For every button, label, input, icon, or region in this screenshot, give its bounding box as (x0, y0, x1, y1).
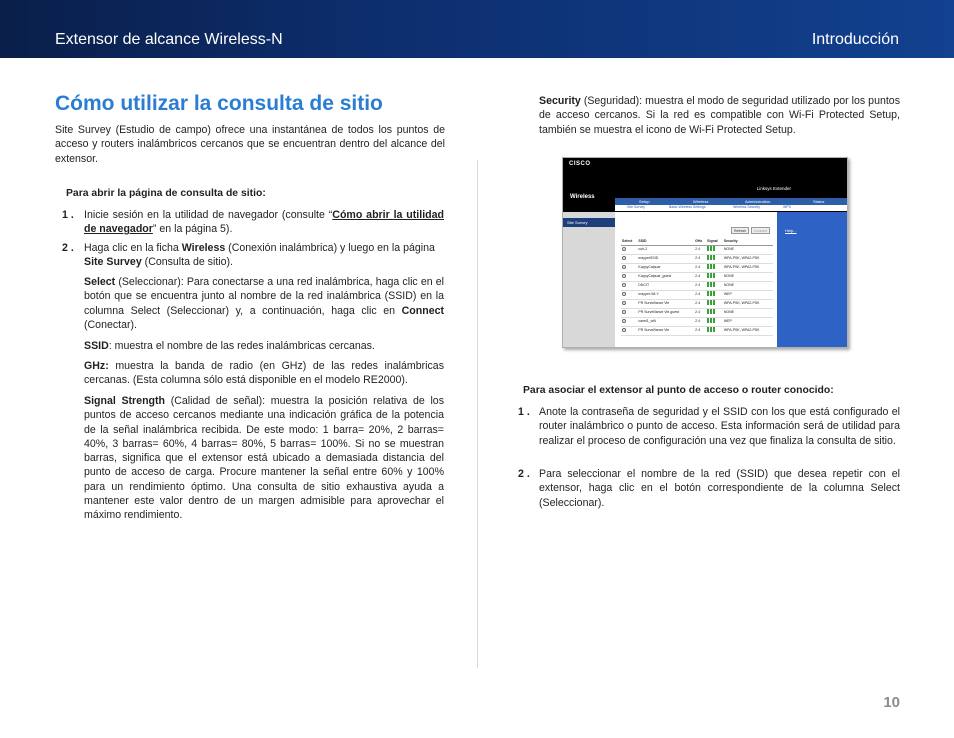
row-security: WPA-PSK, WPA2-PSK (723, 254, 773, 263)
row-select[interactable] (621, 299, 637, 308)
router-tab-wireless[interactable]: Wireless (693, 199, 709, 204)
signal-term: Signal Strength (84, 395, 166, 407)
ssid-description (84, 339, 444, 353)
col-ghz: GHz (694, 239, 706, 245)
row-security: WEP (723, 290, 773, 299)
signal-bars-icon (707, 255, 715, 260)
row-signal (706, 317, 723, 326)
connect-button[interactable]: Connect (751, 227, 770, 234)
row-ssid: PR Surveillance Vie (637, 326, 694, 335)
row-select[interactable] (621, 272, 637, 281)
row-ghz: 2.4 (694, 290, 706, 299)
ghz-text: muestra la banda de radio (en GHz) de las redes inalámbricas cercanas. (Esta columna sólo está disponible en el modelo RE2000). (84, 360, 444, 387)
signal-bars-icon (707, 291, 715, 296)
table-row (621, 317, 773, 326)
row-ghz: 2.4 (694, 308, 706, 317)
step-2-text (84, 241, 444, 270)
column-divider (477, 160, 478, 668)
row-select[interactable] (621, 326, 637, 335)
row-security: WPA-PSK, WPA2-PSK (723, 299, 773, 308)
router-nav-title: Wireless (570, 194, 595, 200)
associate-heading: Para asociar el extensor al punto de acceso o router conocido: (523, 385, 834, 396)
select-radio[interactable] (622, 328, 626, 332)
select-radio[interactable] (622, 283, 626, 287)
row-security: WEP (723, 317, 773, 326)
select-radio[interactable] (622, 292, 626, 296)
router-sidebar (563, 212, 615, 348)
router-tab-administration[interactable]: Administration (745, 199, 771, 204)
table-row (621, 245, 773, 254)
select-radio[interactable] (622, 319, 626, 323)
router-model: Linksys Extender (756, 186, 791, 191)
row-select[interactable] (621, 317, 637, 326)
page-title: Cómo utilizar la consulta de sitio (55, 92, 383, 115)
step-1-text (84, 208, 444, 237)
router-nav (563, 186, 848, 212)
select-radio[interactable] (622, 256, 626, 260)
table-body (621, 245, 773, 335)
table-row (621, 308, 773, 317)
signal-description (84, 394, 444, 523)
step-1-text-a: Inicie sesión en la utilidad de navegador (consulte “ (84, 209, 333, 221)
select-radio[interactable] (622, 301, 626, 305)
router-tabs (615, 198, 848, 205)
signal-bars-icon (707, 309, 715, 314)
router-tab-setup[interactable]: Setup (639, 199, 650, 204)
row-security: NONE (723, 245, 773, 254)
row-signal (706, 245, 723, 254)
row-select[interactable] (621, 245, 637, 254)
signal-bars-icon (707, 300, 715, 305)
select-text-a: (Seleccionar): Para conectarse a una red inalámbrica, haga clic en el botón que se encuentra junto al nombre de la red inalámbrica (SSID) en la columna Select (Seleccionar) y, a continuación, haga clic en (84, 276, 444, 317)
row-select[interactable] (621, 263, 637, 272)
row-ghz: 2.4 (694, 326, 706, 335)
row-security: NONE (723, 272, 773, 281)
page-number: 10 (883, 694, 900, 711)
wireless-term: Wireless (181, 242, 226, 254)
row-ghz: 2.4 (694, 245, 706, 254)
router-subtab-wps[interactable]: WPS (783, 205, 791, 209)
step-2-number: 2 . (62, 242, 74, 254)
row-signal (706, 263, 723, 272)
cisco-logo: CISCO (569, 161, 591, 167)
row-ssid: KuppyCalpuar (637, 263, 694, 272)
select-text-b: (Conectar). (84, 318, 137, 331)
router-subtabs (615, 205, 848, 211)
security-term: Security (539, 95, 581, 107)
ssid-text: : muestra el nombre de las redes inalámbricas cercanas. (108, 340, 375, 352)
security-text: (Seguridad): muestra el modo de seguridad utilizado por los puntos de acceso cercanos. Si la red es compatible con Wi-Fi Protected Setup, también se muestra el icono de Wi-Fi Protected Setup. (539, 95, 900, 136)
select-term: Select (84, 276, 116, 288)
row-signal (706, 299, 723, 308)
select-radio[interactable] (622, 247, 626, 251)
step-2-text-a: Haga clic en la ficha (84, 242, 182, 254)
row-ghz: 2.4 (694, 299, 706, 308)
row-select[interactable] (621, 308, 637, 317)
assoc-step-2-text: Para seleccionar el nombre de la red (SSID) que desea repetir con el extensor, haga clic en el botón correspondiente de la columna Select (Seleccionar). (539, 468, 900, 509)
header-band (0, 0, 954, 58)
row-signal (706, 290, 723, 299)
table-row (621, 299, 773, 308)
col-select: Select (621, 239, 637, 245)
table-row (621, 281, 773, 290)
row-signal (706, 308, 723, 317)
row-ghz: 2.4 (694, 263, 706, 272)
row-ssid: mayper-Wi-Y (637, 290, 694, 299)
table-row (621, 263, 773, 272)
table-row (621, 326, 773, 335)
header-section-title: Introducción (811, 31, 899, 48)
signal-bars-icon (707, 318, 715, 323)
row-security: NONE (723, 281, 773, 290)
row-signal (706, 281, 723, 290)
row-security: WPA-PSK, WPA2-PSK (723, 326, 773, 335)
signal-bars-icon (707, 273, 715, 278)
router-topbar (563, 158, 848, 186)
row-ssid: KuppyCalpuar_guest (637, 272, 694, 281)
row-select[interactable] (621, 281, 637, 290)
connect-term: Connect (401, 304, 444, 317)
ghz-term: GHz: (84, 360, 109, 372)
intro-paragraph: Site Survey (Estudio de campo) ofrece una instantánea de todos los puntos de acceso y routers inalámbricos cercanos que se encuentran dentro del alcance del extensor. (55, 124, 445, 165)
step-2-text-b: (Conexión inalámbrica) y luego en la página (225, 242, 435, 254)
row-ssid: PR Surveillance Vie-guest (637, 308, 694, 317)
signal-bars-icon (707, 246, 715, 251)
row-ssid: cuh-2 (637, 245, 694, 254)
signal-bars-icon (707, 327, 715, 332)
security-description (539, 94, 900, 137)
row-ssid: mayperSSID (637, 254, 694, 263)
col-signal: Signal (706, 239, 723, 245)
step-1-number: 1 . (62, 209, 74, 221)
router-subtab-site-survey[interactable]: Site Survey (627, 205, 645, 209)
site-survey-term: Site Survey (84, 256, 142, 269)
router-help-link[interactable]: Help... (785, 228, 797, 233)
router-subtab-security[interactable]: Wireless Security (733, 205, 761, 209)
row-security: WPA-PSK, WPA2-PSK (723, 263, 773, 272)
assoc-step-2-number: 2 . (518, 468, 530, 480)
header-product-title: Extensor de alcance Wireless-N (55, 31, 283, 48)
router-sidebar-label: Site Survey (563, 218, 615, 227)
site-survey-screenshot (562, 157, 848, 348)
refresh-button[interactable]: Refresh (731, 227, 749, 234)
row-select[interactable] (621, 254, 637, 263)
signal-bars-icon (707, 264, 715, 269)
row-signal (706, 254, 723, 263)
row-signal (706, 326, 723, 335)
open-page-heading: Para abrir la página de consulta de sitio: (66, 188, 266, 199)
select-radio[interactable] (622, 274, 626, 278)
row-ssid: DNCIT (637, 281, 694, 290)
row-select[interactable] (621, 290, 637, 299)
row-ssid: canel1_wifi (637, 317, 694, 326)
step-2-text-c: (Consulta de sitio). (141, 256, 233, 269)
browser-utility-link[interactable]: Cómo abrir la utilidad de navegador (84, 209, 444, 236)
row-signal (706, 272, 723, 281)
table-row (621, 290, 773, 299)
assoc-step-1-text: Anote la contraseña de seguridad y el SSID con los que está configurado el router inalámbrico o punto de acceso. Esta información será de utilidad para realizar el proceso de configuración una vez que finaliza la consulta de sitio. (539, 406, 900, 447)
signal-text: (Calidad de señal): muestra la posición relativa de los puntos de acceso cercanos mediante una indicación gráfica de la potencia de la señal inalámbrica recibida. De este modo: 1 barra= 20%, 2 barras= 40%, 3 barras= 60%, 4 barras= 80%, 5 barras= 100%. Si no se muestran barras, significa que el extensor está ubicado a demasiada distancia del punto de acceso de carga. Procure mantener la señal entre 60% y 100% para un rendimiento óptimo. Una consulta de sitio exhaustiva ayuda a mantener este valor dentro de un margen admisible para aprovechar el máximo rendimiento. (84, 395, 444, 522)
step-1-text-b: ” en la página 5). (152, 223, 233, 236)
row-ghz: 2.4 (694, 254, 706, 263)
ghz-description (84, 359, 444, 388)
router-subtab-basic[interactable]: Basic Wireless Settings (669, 205, 706, 209)
row-ghz: 2.4 (694, 317, 706, 326)
select-radio[interactable] (622, 310, 626, 314)
assoc-step-1-number: 1 . (518, 406, 530, 418)
select-description (84, 275, 444, 332)
ssid-term: SSID (84, 340, 109, 352)
signal-bars-icon (707, 282, 715, 287)
row-ssid: PR Surveillance Vie (637, 299, 694, 308)
row-security: NONE (723, 308, 773, 317)
site-survey-table (621, 239, 773, 336)
row-ghz: 2.4 (694, 272, 706, 281)
select-radio[interactable] (622, 265, 626, 269)
table-row (621, 254, 773, 263)
table-row (621, 272, 773, 281)
router-tab-status[interactable]: Status (813, 199, 825, 204)
col-ssid: SSID (637, 239, 694, 245)
col-security: Security (723, 239, 773, 245)
row-ghz: 2.4 (694, 281, 706, 290)
